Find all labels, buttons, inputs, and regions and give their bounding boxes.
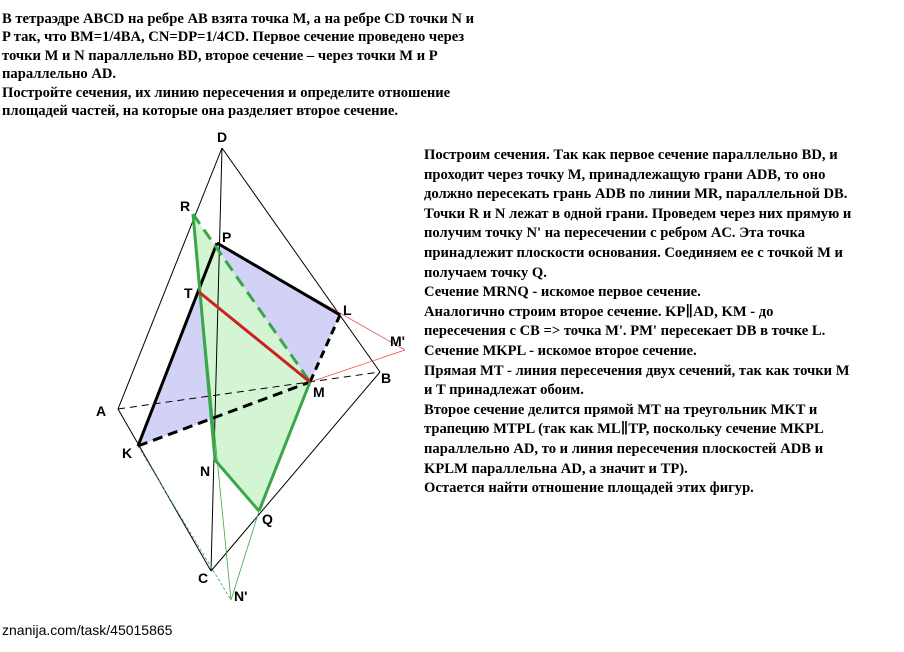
label-p: P [222,229,232,245]
solution-paragraph-3: Аналогично строим второе сечение. KP∥AD, KM - до пересечения с CB => точка M'. PM' пересекает DB в точке L. [424,303,826,340]
solution-paragraph-2: Сечение MRNQ - искомое первое сечение. [424,284,701,301]
label-m-prime: M' [390,333,405,349]
label-k: K [122,445,133,461]
label-b: B [381,370,392,386]
label-t: T [184,285,193,301]
solution-paragraph-1: Построим сечения. Так как первое сечение параллельно BD, и проходит через точку M, принадлежащую грани ADB, то оно должно пересекать грань ADB по линии MR, параллельной DB. Точки R и N лежат в одной грани. Проведем через них прямую и получим точку N' на пересечении с ребром AC. Эта точка принадлежит плоскости основания. Соединяем ее с точкой M и получаем точку Q. [424,147,852,281]
label-q: Q [262,511,273,527]
label-d: D [217,129,228,145]
source-link: znanija.com/task/45015865 [2,622,173,638]
label-r: R [180,198,191,214]
solution-paragraph-5: Прямая MT - линия пересечения двух сечений, так как точки M и T принадлежат обоим. [424,362,850,399]
label-n: N [200,463,211,479]
label-n-prime: N' [234,588,248,604]
label-a: A [96,403,107,419]
solution-paragraph-6: Второе сечение делится прямой MT на треугольник MKT и трапецию MTPL (так как ML∥TP, поскольку сечение MKPL параллельно AD, то и линия пересечения плоскостей ADB и KPLM параллельна AD, а значит и TP). [424,401,824,477]
solution-text [424,146,902,499]
solution-paragraph-7: Остается найти отношение площадей этих фигур. [424,480,754,497]
label-c: C [198,570,209,586]
label-l: L [343,302,352,318]
line-kn-prime [138,446,231,600]
line-q-n-prime [231,511,259,600]
label-m: M [313,384,325,400]
solution-paragraph-4: Сечение MKPL - искомое второе сечение. [424,342,697,359]
problem-statement: В тетраэдре ABCD на ребре AB взята точка M, а на ребре CD точки N и P так, что BM=1/4BA, CN=DP=1/4CD. Первое сечение проведено через точки M и N параллельно BD, второе сечение – через точки M и P параллельно AD. Постройте сечения, их линию пересечения и определите отношение площадей частей, на которые она разделяет второе сечение. [2,11,474,120]
